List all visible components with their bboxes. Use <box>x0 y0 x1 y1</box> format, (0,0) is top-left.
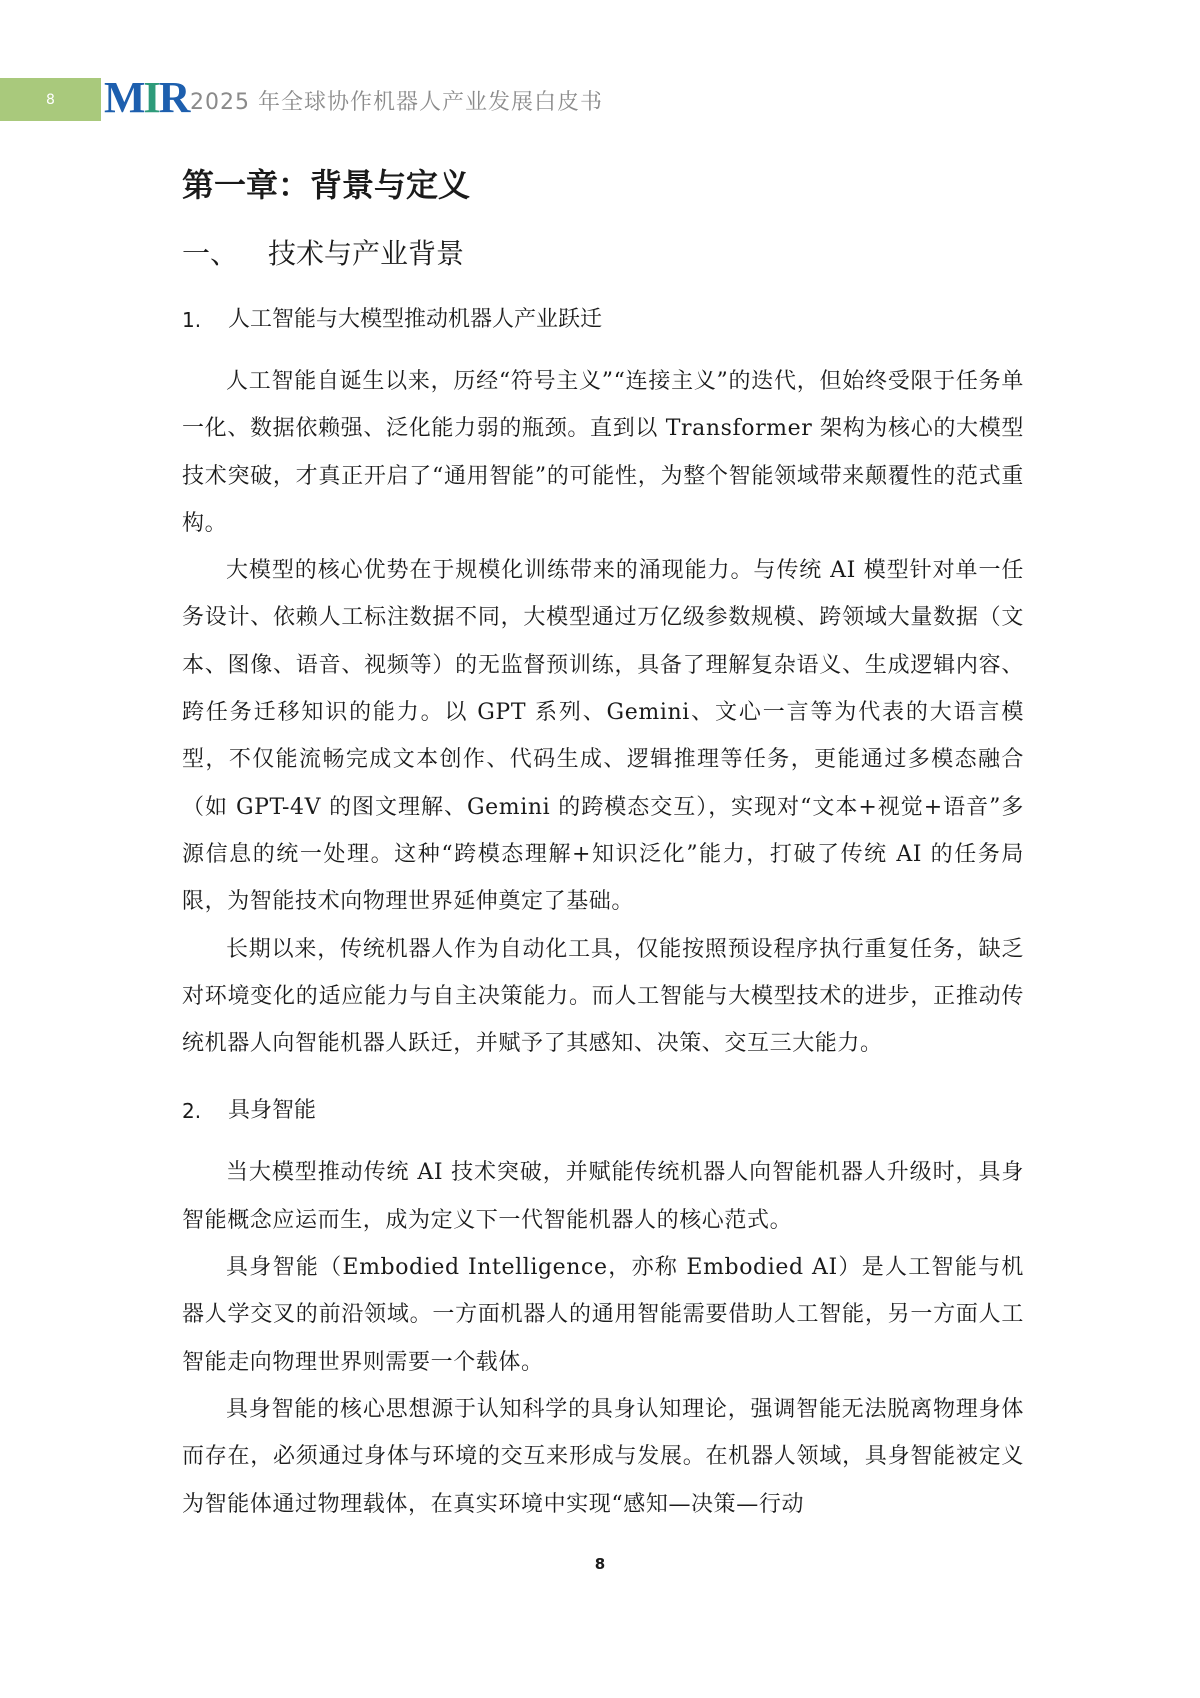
chapter-title: 第一章：背景与定义 <box>182 166 471 204</box>
paragraph: 长期以来，传统机器人作为自动化工具，仅能按照预设程序执行重复任务，缺乏对环境变化的适应能力与自主决策能力。而人工智能与大模型技术的进步，正推动传统机器人向智能机器人跃迁，并赋予了其感知、决策、交互三大能力。 <box>182 936 1024 1057</box>
header-page-tab <box>0 78 101 121</box>
section-title: 技术与产业背景 <box>268 237 465 270</box>
header-page-number: 8 <box>46 91 55 108</box>
paragraph: 人工智能自诞生以来，历经“符号主义”“连接主义”的迭代，但始终受限于任务单一化、数据依赖强、泛化能力弱的瓶颈。直到以 Transformer 架构为核心的大模型技术突破，才真正开启了“通用智能”的可能性，为整个智能领域带来颠覆性的范式重构。 <box>182 369 1024 536</box>
section-heading <box>182 232 1024 276</box>
header-title: 2025 年全球协作机器人产业发展白皮书 <box>190 90 603 115</box>
subsection-heading-2 <box>182 1093 1024 1129</box>
subsection-number-1: 1. <box>182 308 202 332</box>
paragraph: 大模型的核心优势在于规模化训练带来的涌现能力。与传统 AI 模型针对单一任务设计、依赖人工标注数据不同，大模型通过万亿级参数规模、跨领域大量数据（文本、图像、语音、视频等）的无监督预训练，具备了理解复杂语义、生成逻辑内容、跨任务迁移知识的能力。以 GPT 系列、Gemini、文心一言等为代表的大语言模型，不仅能流畅完成文本创作、代码生成、逻辑推理等任务，更能通过多模态融合（如 GPT-4V 的图文理解、Gemini 的跨模态交互），实现对“文本+视觉+语音”多源信息的统一处理。这种“跨模态理解+知识泛化”能力，打破了传统 AI 的任务局限，为智能技术向物理世界延伸奠定了基础。 <box>182 558 1024 915</box>
running-header <box>0 73 700 122</box>
mir-logo <box>104 74 188 122</box>
subsection-heading-1 <box>182 302 1024 338</box>
paragraph: 当大模型推动传统 AI 技术突破，并赋能传统机器人向智能机器人升级时，具身智能概念应运而生，成为定义下一代智能机器人的核心范式。 <box>182 1160 1024 1233</box>
logo-letter-i: I <box>143 73 159 122</box>
page-content <box>182 160 1024 1528</box>
logo-letter-r: R <box>158 73 189 122</box>
section-number: 一、 <box>182 237 239 270</box>
subsection-title-2: 具身智能 <box>228 1098 317 1124</box>
footer-page-number: 8 <box>594 1555 606 1573</box>
logo-letter-m: M <box>104 73 144 122</box>
subsection-number-2: 2. <box>182 1099 202 1124</box>
subsection-title-1: 人工智能与大模型推动机器人产业跃迁 <box>228 307 603 332</box>
paragraph: 具身智能的核心思想源于认知科学的具身认知理论，强调智能无法脱离物理身体而存在，必须通过身体与环境的交互来形成与发展。在机器人领域，具身智能被定义为智能体通过物理载体，在真实环境中实现“感知—决策—行动 <box>182 1396 1024 1517</box>
paragraph: 具身智能（Embodied Intelligence，亦称 Embodied AI）是人工智能与机器人学交叉的前沿领域。一方面机器人的通用智能需要借助人工智能，另一方面人工智能走向物理世界则需要一个载体。 <box>182 1255 1024 1375</box>
